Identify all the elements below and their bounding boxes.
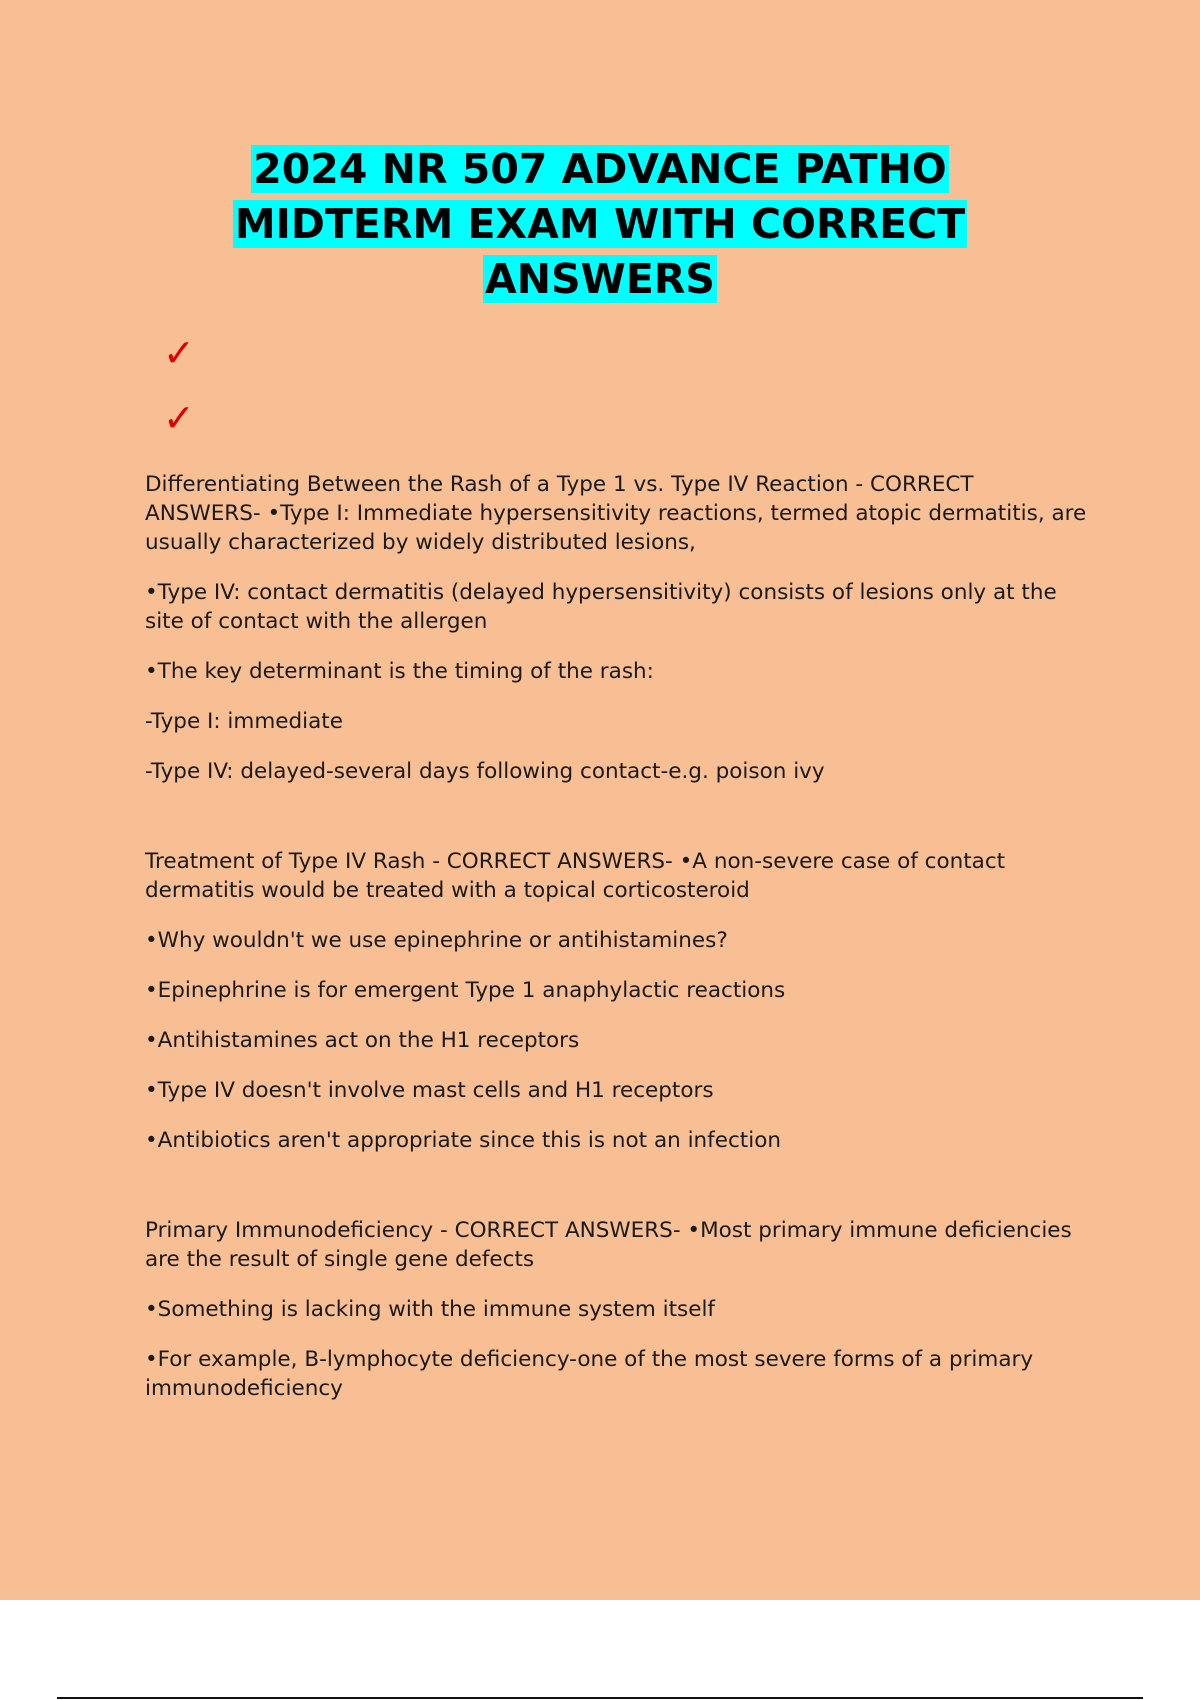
document-title [0,140,1200,305]
paragraph: Differentiating Between the Rash of a Type 1 vs. Type IV Reaction - CORRECT ANSWERS- •Type I: Immediate hypersensitivity reactions, termed atopic dermatitis, are usually characterized by widely distributed lesions, [145,472,1087,555]
paragraph: •Something is lacking with the immune system itself [145,1297,715,1322]
checkmark-icon: ✓ [163,396,195,440]
paragraph: •Why wouldn't we use epinephrine or antihistamines? [145,928,728,953]
paragraph: •The key determinant is the timing of the rash: [145,659,654,684]
section-spacer [145,1176,1095,1216]
section-treatment-type4-rash [145,847,1095,1155]
paragraph: •Type IV doesn't involve mast cells and H1 receptors [145,1078,714,1103]
paragraph: Treatment of Type IV Rash - CORRECT ANSWERS- •A non-severe case of contact dermatitis would be treated with a topical corticosteroid [145,849,1006,903]
paragraph: •Type IV: contact dermatitis (delayed hypersensitivity) consists of lesions only at the site of contact with the allergen [145,580,1057,634]
document-body [145,470,1095,1424]
paragraph: •Antibiotics aren't appropriate since this is not an infection [145,1128,781,1153]
paragraph: -Type IV: delayed-several days following contact-e.g. poison ivy [145,759,825,784]
footer-divider [57,1697,1143,1699]
section-type1-vs-type4-rash [145,470,1095,786]
paragraph: -Type I: immediate [145,709,343,734]
paragraph: •For example, B-lymphocyte deficiency-one of the most severe forms of a primary immunodeficiency [145,1347,1034,1401]
title-line-3: ANSWERS [485,255,715,303]
title-line-1: 2024 NR 507 ADVANCE PATHO [253,145,947,193]
title-line-2: MIDTERM EXAM WITH CORRECT [234,200,966,248]
section-spacer [145,807,1095,847]
checkmark-icon: ✓ [163,331,195,375]
paragraph: Primary Immunodeficiency - CORRECT ANSWERS- •Most primary immune deficiencies are the result of single gene defects [145,1218,1072,1272]
paragraph: •Epinephrine is for emergent Type 1 anaphylactic reactions [145,978,786,1003]
section-primary-immunodeficiency [145,1216,1095,1403]
paragraph: •Antihistamines act on the H1 receptors [145,1028,580,1053]
